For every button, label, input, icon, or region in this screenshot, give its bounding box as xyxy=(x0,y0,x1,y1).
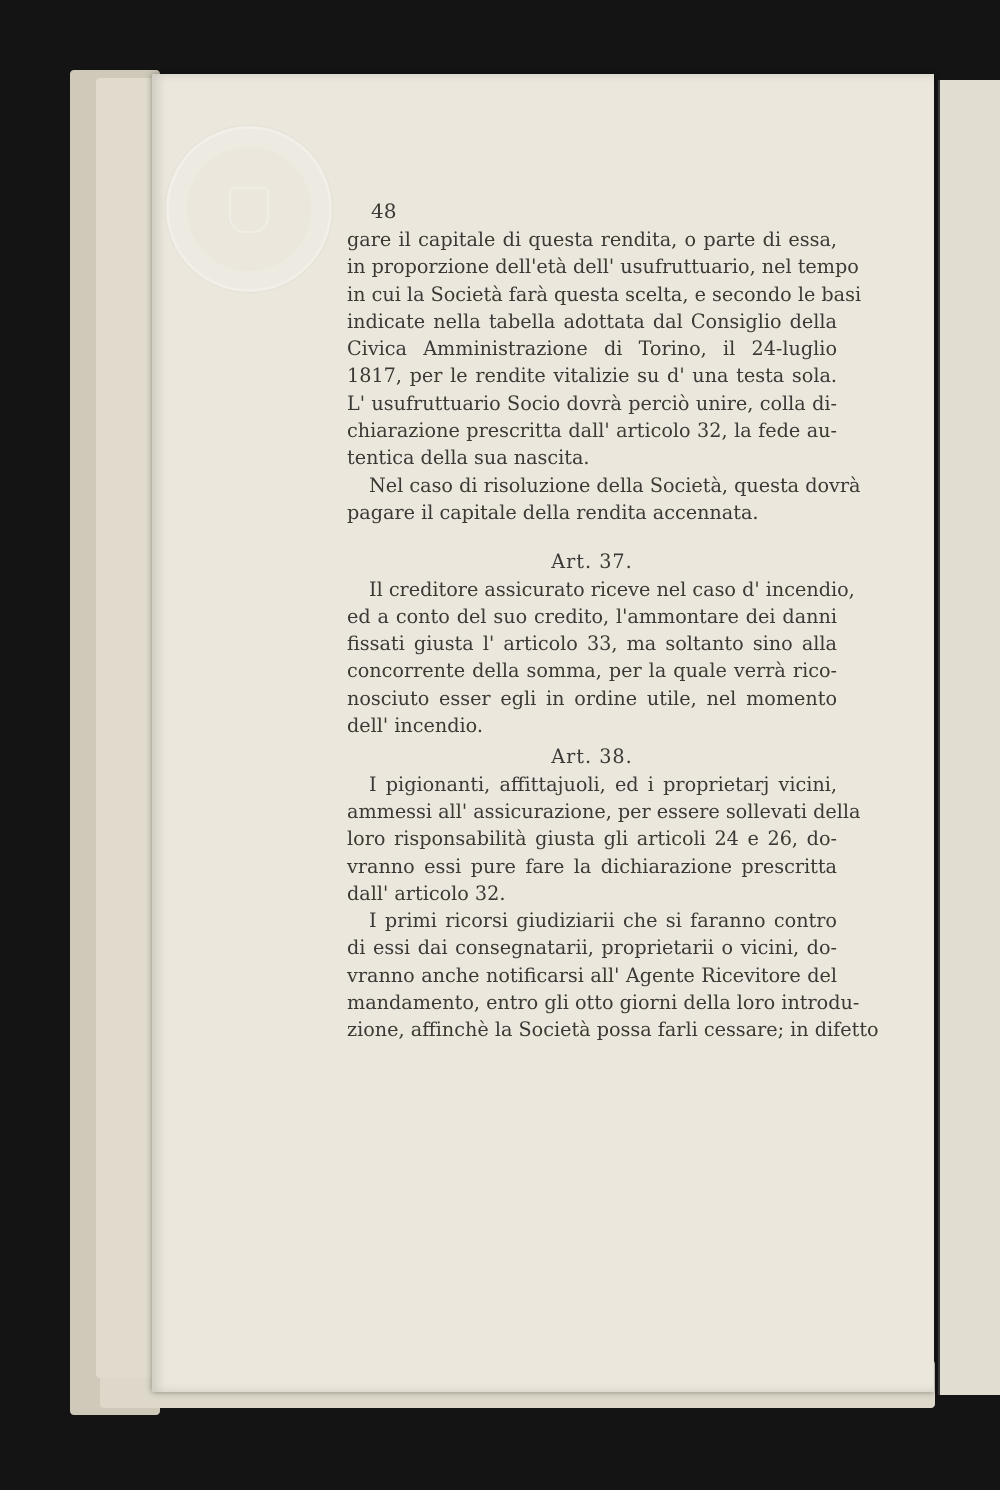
text-line: in proporzione dell'età dell' usufruttuario, nel tempo xyxy=(347,255,859,279)
text-line: 1817, per le rendite vitalizie su d' una testa sola. xyxy=(347,364,837,388)
text-line: Il creditore assicurato riceve nel caso d' incendio, xyxy=(369,577,855,601)
text-line: I primi ricorsi giudiziarii che si faranno contro xyxy=(369,909,837,933)
text-line: di essi dai consegnatarii, proprietarii o vicini, do- xyxy=(347,936,837,960)
text-line: Nel caso di risoluzione della Società, questa dovrà xyxy=(369,473,861,497)
text-line: fissati giusta l' articolo 33, ma soltanto sino alla xyxy=(347,632,837,656)
text-line: ammessi all' assicurazione, per essere sollevati della xyxy=(347,799,861,823)
embossed-seal-icon xyxy=(166,126,332,292)
text-line: gare il capitale di questa rendita, o parte di essa, xyxy=(347,228,837,251)
text-line: mandamento, entro gli otto giorni della loro introdu- xyxy=(347,991,860,1015)
text-line: vranno essi pure fare la dichiarazione prescritta xyxy=(347,854,837,878)
text-line: Civica Amministrazione di Torino, il 24-luglio xyxy=(347,337,837,361)
page-text xyxy=(347,196,879,1044)
article-heading: Art. 38. xyxy=(551,745,633,769)
text-line: pagare il capitale della rendita accennata. xyxy=(347,500,759,524)
facing-page-edge xyxy=(938,80,1000,1395)
text-line: dell' incendio. xyxy=(347,714,483,738)
text-line: loro risponsabilità giusta gli articoli 24 e 26, do- xyxy=(347,827,837,851)
text-line: zione, affinchè la Società possa farli cessare; in difetto xyxy=(347,1018,879,1042)
text-line: indicate nella tabella adottata dal Consiglio della xyxy=(347,309,837,333)
text-line: ed a conto del suo credito, l'ammontare dei danni xyxy=(347,604,837,628)
text-line: concorrente della somma, per la quale verrà rico- xyxy=(347,659,837,683)
text-line: tentica della sua nascita. xyxy=(347,446,590,470)
text-line: nosciuto esser egli in ordine utile, nel momento xyxy=(347,686,837,710)
text-line: in cui la Società farà questa scelta, e secondo le basi xyxy=(347,282,862,306)
text-line: vranno anche notificarsi all' Agente Ricevitore del xyxy=(347,963,837,987)
text-line: L' usufruttuario Socio dovrà perciò unire, colla di- xyxy=(347,391,837,415)
page-stack-edge-inner xyxy=(96,78,156,1378)
page-number: 48 xyxy=(371,199,397,223)
article-heading: Art. 37. xyxy=(551,550,633,574)
spacer xyxy=(347,526,837,548)
text-line: chiarazione prescritta dall' articolo 32, la fede au- xyxy=(347,419,837,443)
text-line: I pigionanti, affittajuoli, ed i proprietarj vicini, xyxy=(369,772,837,796)
text-line: dall' articolo 32. xyxy=(347,881,506,905)
